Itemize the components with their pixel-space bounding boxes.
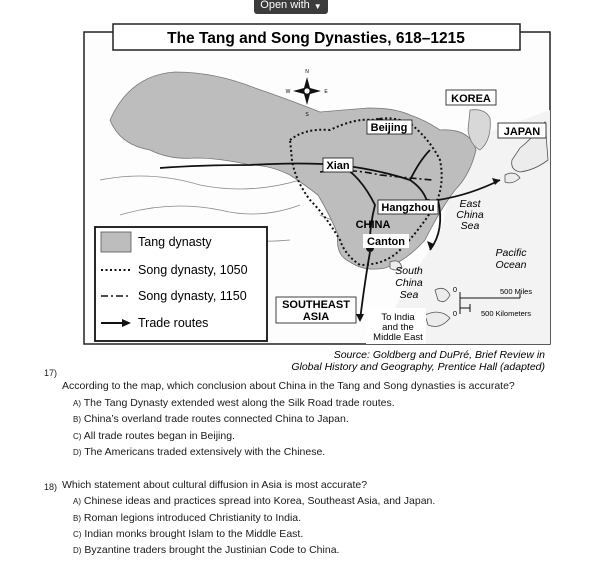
question-18-option-c[interactable]: C) Indian monks brought Islam to the Middle East. bbox=[73, 528, 304, 540]
question-18-text: Which statement about cultural diffusion in Asia is most accurate? bbox=[62, 479, 368, 491]
question-17-number: 17) bbox=[44, 368, 58, 378]
south-china-sea-label-2: China bbox=[395, 277, 423, 289]
question-17-text: According to the map, which conclusion about China in the Tang and Song dynasties is accurate? bbox=[62, 380, 515, 392]
source-line-2: Global History and Geography, Prentice Hall (adapted) bbox=[291, 361, 545, 373]
map-legend bbox=[95, 227, 267, 341]
legend-trade-label: Trade routes bbox=[138, 316, 209, 330]
china-label: CHINA bbox=[355, 219, 391, 231]
compass-e: E bbox=[324, 89, 328, 95]
scale-zero-miles: 0 bbox=[452, 285, 458, 294]
east-china-sea-label-3: Sea bbox=[460, 220, 480, 232]
canton-label: Canton bbox=[367, 236, 405, 248]
compass-n: N bbox=[305, 69, 309, 75]
legend-tang-label: Tang dynasty bbox=[138, 235, 212, 249]
legend-song1050-label: Song dynasty, 1050 bbox=[138, 263, 248, 277]
scale-zero-km: 0 bbox=[452, 309, 458, 318]
scale-miles: 500 Miles bbox=[500, 287, 533, 296]
east-china-sea-label-1: East bbox=[459, 198, 481, 210]
east-china-sea-label-2: China bbox=[456, 209, 484, 221]
southeast-asia-label-1: SOUTHEAST bbox=[282, 299, 350, 311]
question-18-option-b[interactable]: B) Roman legions introduced Christianity to India. bbox=[73, 512, 302, 524]
legend-song1150-label: Song dynasty, 1150 bbox=[138, 289, 247, 303]
pacific-ocean-label-1: Pacific bbox=[495, 247, 527, 259]
to-india-label-3: Middle East bbox=[373, 332, 423, 343]
beijing-label: Beijing bbox=[370, 122, 408, 134]
question-18-option-a[interactable]: A) Chinese ideas and practices spread into Korea, Southeast Asia, and Japan. bbox=[73, 495, 436, 507]
question-18-number: 18) bbox=[44, 482, 58, 492]
legend-tang-swatch bbox=[101, 232, 131, 252]
open-with-label: Open with bbox=[260, 0, 310, 11]
source-line-1: Source: Goldberg and DuPré, Brief Review in bbox=[333, 349, 545, 361]
to-india-label-1: To India bbox=[381, 312, 415, 323]
map-title: The Tang and Song Dynasties, 618–1215 bbox=[167, 30, 465, 47]
hangzhou-label: Hangzhou bbox=[381, 202, 435, 214]
southeast-asia-label-2: ASIA bbox=[302, 311, 330, 323]
question-17-option-a[interactable]: A) The Tang Dynasty extended west along the Silk Road trade routes. bbox=[73, 397, 395, 409]
question-18-option-d[interactable]: D) Byzantine traders brought the Justinian Code to China. bbox=[73, 544, 340, 556]
to-india-label-2: and the bbox=[382, 322, 414, 333]
south-china-sea-label-3: Sea bbox=[399, 289, 419, 301]
japan-label: JAPAN bbox=[503, 126, 541, 138]
scale-km: 500 Kilometers bbox=[481, 309, 532, 318]
xian-label: Xian bbox=[326, 160, 350, 172]
question-17-option-d[interactable]: D) The Americans traded extensively with the Chinese. bbox=[73, 446, 326, 458]
compass-w: W bbox=[285, 89, 291, 95]
compass-s: S bbox=[305, 112, 309, 118]
korea-label: KOREA bbox=[451, 93, 491, 105]
question-17-option-b[interactable]: B) China’s overland trade routes connected China to Japan. bbox=[73, 413, 349, 425]
pacific-ocean-label-2: Ocean bbox=[495, 259, 527, 271]
chevron-down-icon: ▼ bbox=[313, 2, 322, 11]
south-china-sea-label-1: South bbox=[395, 265, 423, 277]
question-17-option-c[interactable]: C) All trade routes began in Beijing. bbox=[73, 430, 235, 442]
